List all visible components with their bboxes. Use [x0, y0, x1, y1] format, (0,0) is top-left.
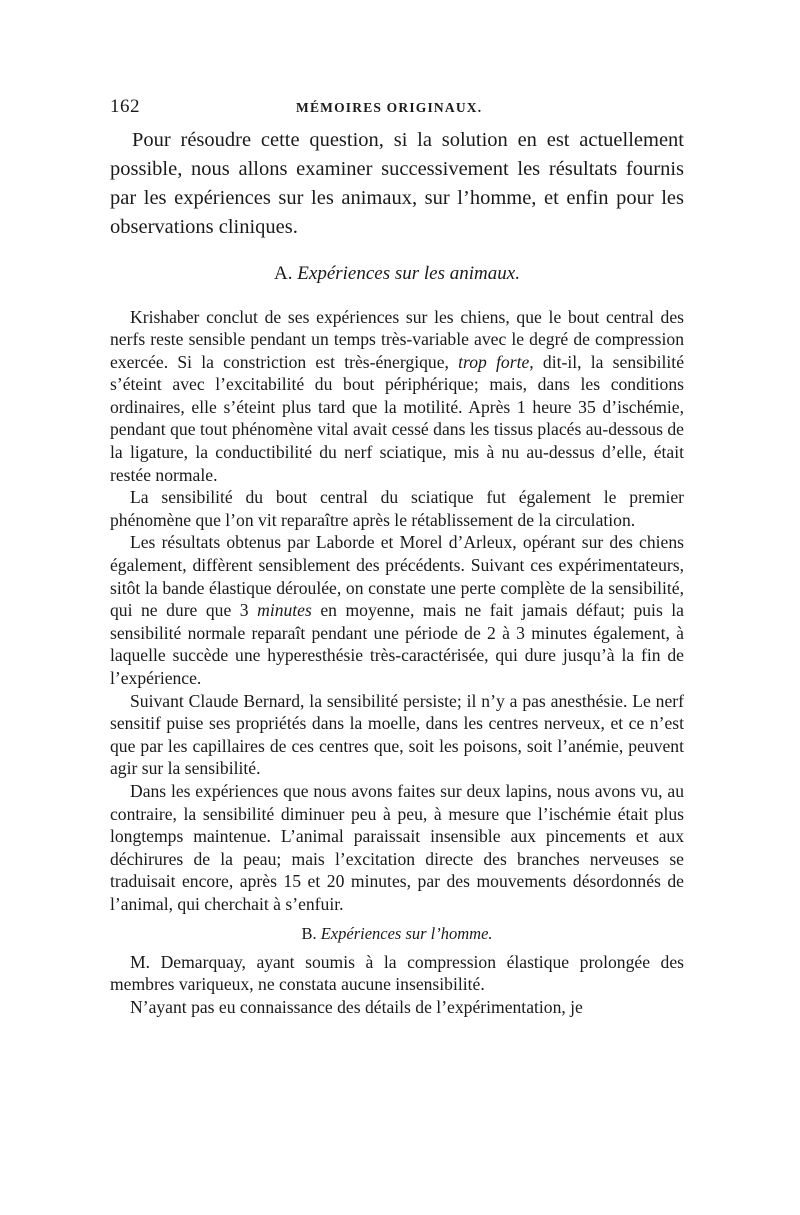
paragraph-claude-bernard: Suivant Claude Bernard, la sensibilité persiste; il n’y a pas anesthésie. Le nerf sensitif puise ses propriétés dans la moelle, dans les centres nerveux, et ce n’est que par les capillaires de ces centres que, soit les poisons, soit l’anémie, peuvent agir sur la sensibilité. [110, 690, 684, 779]
paragraph-laborde-text-2: en moyenne, mais ne fait jamais défaut; puis la sensibilité normale reparaît pendant une période de 2 à 3 minutes également, à laquelle succède une hyperesthésie très-caractérisée, qui dure jusqu’à la fin de l’expérience. [110, 600, 684, 688]
section-b-title: Expériences sur l’homme. [320, 923, 493, 943]
paragraph-lapins: Dans les expériences que nous avons faites sur deux lapins, nous avons vu, au contraire, la sensibilité diminuer peu à peu, à mesure que l’ischémie était plus longtemps maintenue. L’animal paraissait insensible aux pincements et aux déchirures de la peau; mais l’excitation directe des branches nerveuses se traduisait encore, après 15 et 20 minutes, par des mouvements désordonnés de l’animal, qui cherchait à s’enfuir. [110, 780, 684, 914]
paragraph-sciatique: La sensibilité du bout central du sciatique fut également le premier phénomène que l’on vit reparaître après le rétablissement de la circulation. [110, 487, 684, 530]
section-a-title: Expériences sur les animaux. [297, 262, 520, 284]
running-head: MÉMOIRES ORIGINAUX. [296, 100, 483, 115]
intro-paragraph: Pour résoudre cette question, si la solution en est actuellement possible, nous allons examiner successivement les résultats fournis par les expériences sur les animaux, sur l’homme, et enfin pour les observations cliniques. [110, 129, 684, 238]
paragraph-krishaber-text-1: Krishaber conclut de ses expériences sur les chiens, que le bout central des nerfs reste sensible pendant un temps très-variable avec le degré de compression exercée. Si la constriction est très-énergique, [110, 306, 684, 372]
paragraph-krishaber-text-2: dit-il, la sensibilité s’éteint avec l’excitabilité du bout périphérique; mais, dans les conditions ordinaires, elle s’éteint plus tard que la motilité. Après 1 heure 35 d’ischémie, pendant que tout phénomène vital avait cessé dans les tissus placés au-dessous de la ligature, la conductibilité du nerf sciatique, mis à nu au-dessus d’elle, était restée normale. [110, 351, 685, 485]
paragraph-laborde-text-1: Les résultats obtenus par Laborde et Morel d’Arleux, opérant sur des chiens également, diffèrent sensiblement des précédents. Suivant ces expérimentateurs, sitôt la bande élastique déroulée, on constate une perte complète de la sensibilité, qui ne dure que 3 [110, 532, 684, 621]
paragraph-demarquay: M. Demarquay, ayant soumis à la compression élastique prolongée des membres variqueux, ne constata aucune insensibilité. [110, 951, 684, 995]
section-b-label: B. [301, 923, 317, 943]
paragraph-laborde-italic: minutes [257, 600, 312, 621]
page-number: 162 [110, 96, 140, 117]
paragraph-laborde [110, 531, 684, 689]
section-a-label: A. [274, 262, 293, 284]
paragraph-final: N’ayant pas eu connaissance des détails de l’expérimentation, je [130, 996, 583, 1017]
paragraph-krishaber [110, 306, 684, 487]
section-heading-b [110, 924, 684, 944]
book-page [110, 96, 684, 1018]
page-header [110, 96, 684, 122]
section-heading-a [110, 263, 684, 285]
paragraph-krishaber-italic: trop forte, [458, 351, 534, 372]
